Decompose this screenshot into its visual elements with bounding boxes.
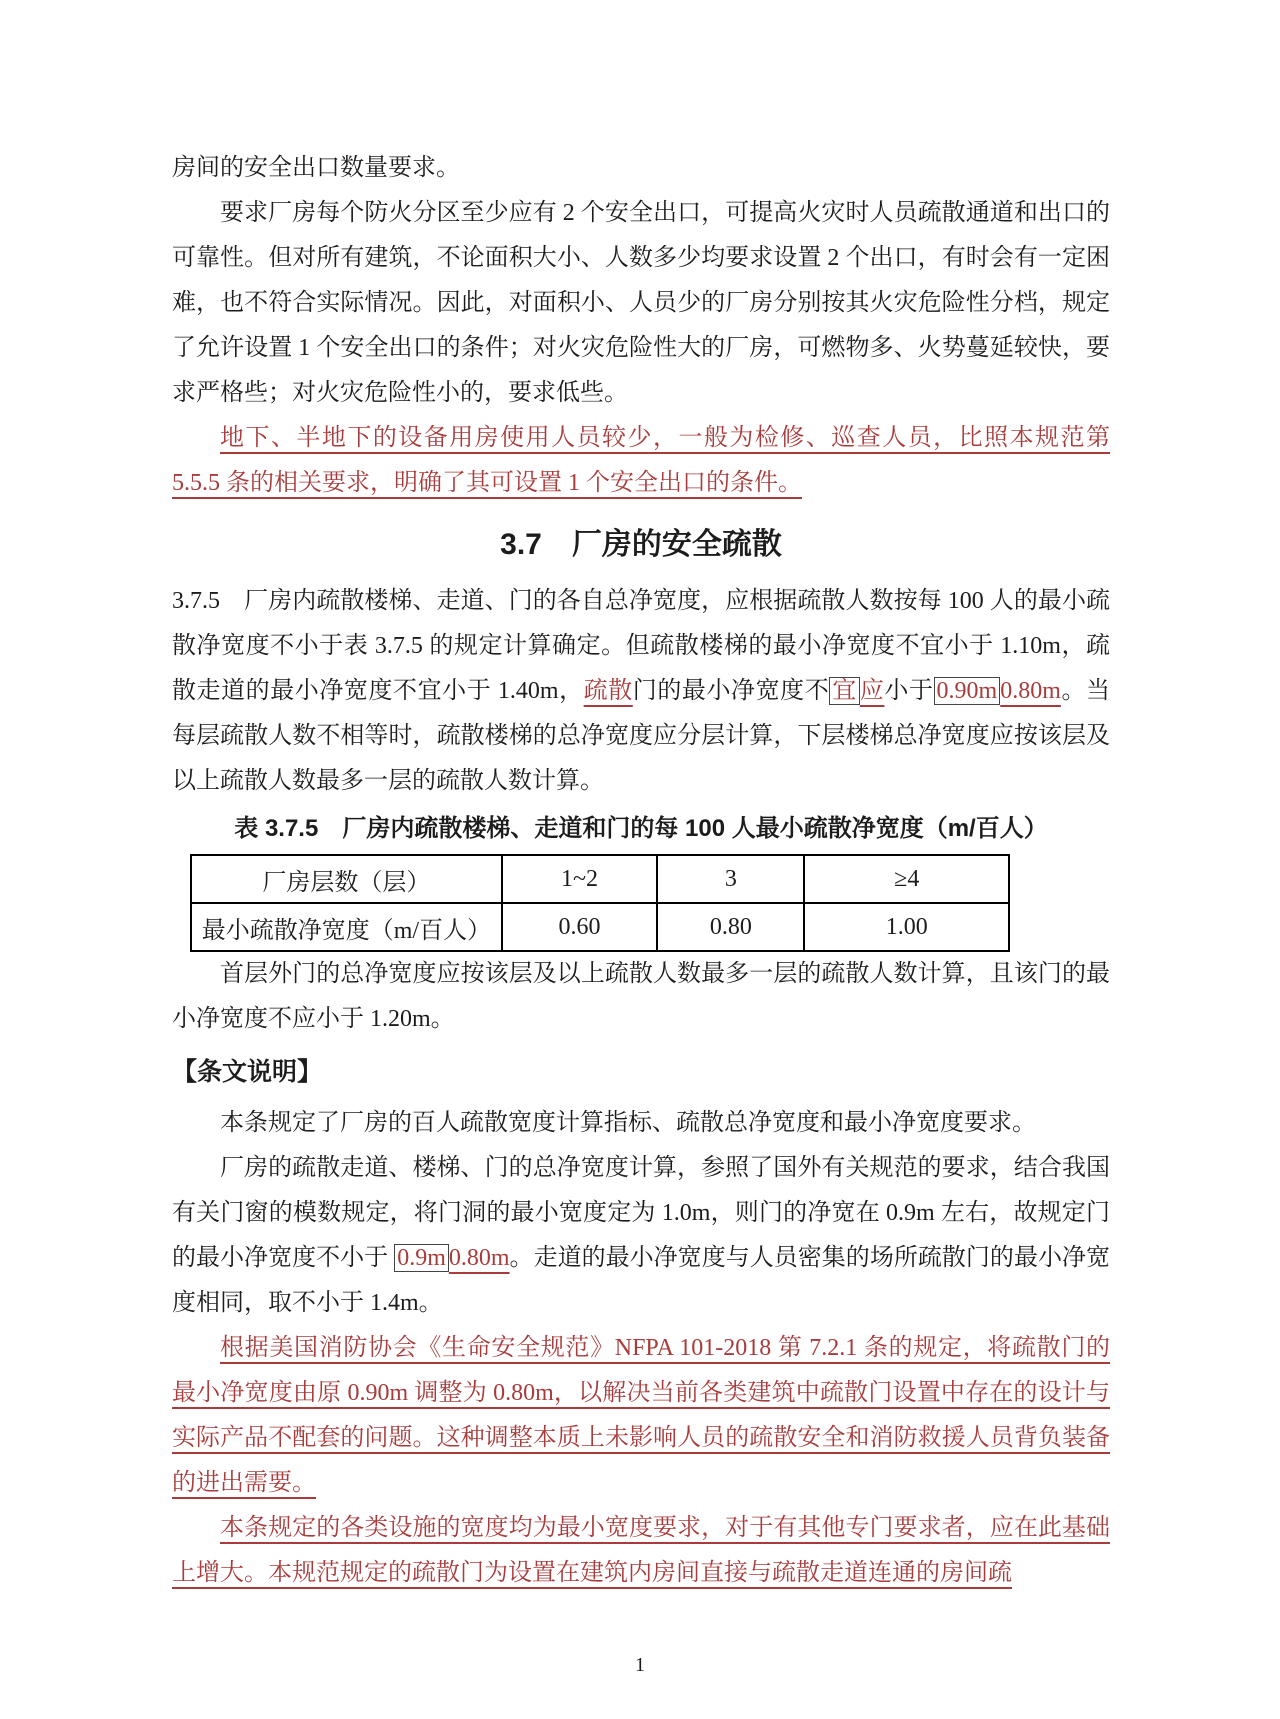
clause-insert-shusan: 疏散 — [583, 678, 633, 704]
clause-deleted-yi: 宜 — [829, 677, 860, 705]
clause-text-part1: 3.7.5 厂房内疏散楼梯、走道、门的各自总净宽度，应根据疏散人数按每 100 人的最小疏散净宽度不小于表 3.7.5 的规定计算确定。但疏散楼梯的最小净宽度不宜小于 1.10m，疏散走道的最小净宽度不宜小于 1.40m， — [172, 588, 1110, 704]
nfpa-revision-paragraph — [172, 1326, 1110, 1506]
continued-text: 房间的安全出口数量要求。 — [172, 155, 460, 181]
table-caption: 表 3.7.5 厂房内疏散楼梯、走道和门的每 100 人最小疏散净宽度（m/百人） — [234, 815, 1048, 842]
commentary-summary-paragraph — [172, 1101, 1110, 1146]
minimum-width-revision-text: 本条规定的各类设施的宽度均为最小宽度要求，对于有其他专门要求者，应在此基础上增大。本规范规定的疏散门为设置在建筑内房间直接与疏散走道连通的房间疏 — [172, 1515, 1110, 1586]
first-floor-door-text: 首层外门的总净宽度应按该层及以上疏散人数最多一层的疏散人数计算，且该门的最小净宽度不应小于 1.20m。 — [172, 961, 1110, 1032]
table-row-widths — [191, 903, 1009, 951]
clause-text-part3: 小于 — [884, 678, 934, 704]
commentary-calc-part2: 。走道的最小净宽度与人员密集的场所疏散门的最小净宽度相同，取不小于 1.4m。 — [172, 1245, 1110, 1316]
page-number: 1 — [635, 1654, 645, 1676]
commentary-summary-text: 本条规定了厂房的百人疏散宽度计算指标、疏散总净宽度和最小净宽度要求。 — [220, 1110, 1036, 1136]
cell-floors-3: 3 — [657, 855, 804, 903]
table-row-floors — [191, 855, 1009, 903]
commentary-insert-080: 0.80m — [448, 1245, 510, 1271]
cell-width-label: 最小疏散净宽度（m/百人） — [191, 903, 502, 951]
cell-width-1-2: 0.60 — [502, 903, 657, 951]
cell-floors-1-2: 1~2 — [502, 855, 657, 903]
cell-floors-label: 厂房层数（层） — [191, 855, 502, 903]
commentary-calc-paragraph — [172, 1146, 1110, 1326]
underground-revision-text: 地下、半地下的设备用房使用人员较少，一般为检修、巡查人员，比照本规范第 5.5.5 条的相关要求，明确了其可设置 1 个安全出口的条件。 — [172, 425, 1110, 496]
cell-width-4plus: 1.00 — [804, 903, 1009, 951]
commentary-heading: 【条文说明】 — [172, 1058, 323, 1086]
commentary-calc-part1: 厂房的疏散走道、楼梯、门的总净宽度计算，参照了国外有关规范的要求，结合我国有关门窗的模数规定，将门洞的最小宽度定为 1.0m，则门的净宽在 0.9m 左右，故规定门的最小净宽度不小于 — [172, 1155, 1110, 1271]
section-heading: 3.7 厂房的安全疏散 — [500, 528, 782, 561]
minimum-width-revision-paragraph — [172, 1506, 1110, 1596]
clause-text-part4: 。当每层疏散人数不相等时，疏散楼梯的总净宽度应分层计算，下层楼梯总净宽度应按该层及以上疏散人数最多一层的疏散人数计算。 — [172, 678, 1111, 794]
cell-floors-4plus: ≥4 — [804, 855, 1009, 903]
commentary-deleted-09: 0.9m — [394, 1244, 449, 1272]
exit-count-text: 要求厂房每个防火分区至少应有 2 个安全出口，可提高火灾时人员疏散通道和出口的可靠性。但对所有建筑，不论面积大小、人数多少均要求设置 2 个出口，有时会有一定困难，也不符合实际情况。因此，对面积小、人员少的厂房分别按其火灾危险性分档，规定了允许设置 1 个安全出口的条件；对火灾危险性大的厂房，可燃物多、火势蔓延较快，要求严格些；对火灾危险性小的，要求低些。 — [172, 200, 1110, 406]
continued-paragraph — [172, 146, 1110, 191]
first-floor-door-paragraph — [172, 952, 1110, 1042]
table-3-7-5 — [190, 854, 1010, 952]
clause-deleted-090: 0.90m — [934, 677, 1001, 705]
nfpa-revision-text: 根据美国消防协会《生命安全规范》NFPA 101-2018 第 7.2.1 条的规定，将疏散门的最小净宽度由原 0.90m 调整为 0.80m，以解决当前各类建筑中疏散门设置中存在的设计与实际产品不配套的问题。这种调整本质上未影响人员的疏散安全和消防救援人员背负装备的进出需要。 — [172, 1335, 1110, 1496]
exit-count-paragraph — [172, 191, 1110, 416]
clause-text-part2: 门的最小净宽度不 — [632, 678, 830, 704]
clause-insert-ying: 应 — [859, 678, 885, 704]
clause-insert-080: 0.80m — [1000, 678, 1061, 704]
clause-3-7-5-paragraph — [172, 579, 1110, 804]
underground-revision-paragraph — [172, 416, 1110, 506]
cell-width-3: 0.80 — [657, 903, 804, 951]
